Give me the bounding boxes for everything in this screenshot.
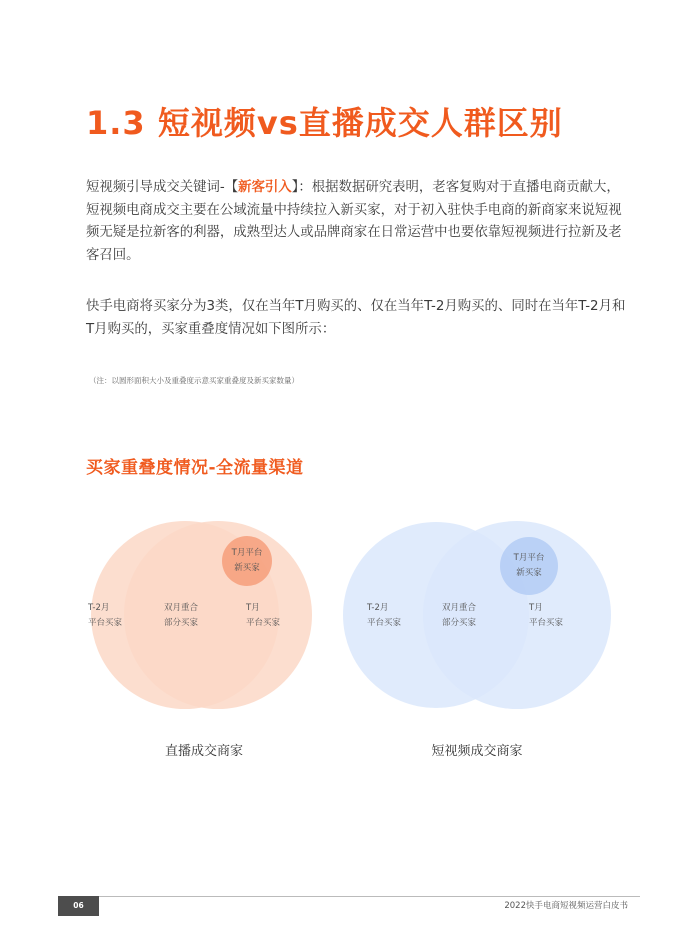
venn-left-circle-t	[124, 521, 312, 709]
venn-right-t-label-2: 平台买家	[529, 618, 564, 628]
venn-right-small-label-2: 新买家	[516, 568, 542, 578]
caption-short-video: 短视频成交商家	[431, 744, 523, 759]
venn-live-streaming	[87, 521, 312, 709]
chart-note: （注：以圆形面积大小及重叠度示意买家重叠度及新买家数量）	[89, 376, 299, 385]
venn-right-small-label-1: T月平台	[513, 553, 545, 563]
intro-body: 】：根据数据研究表明，老客复购对于直播电商贡献大，短视频电商成交主要在公域流量中持续拉入新买家，对于初入驻快手电商的新商家来说短视频无疑是拉新客的利器，成熟型达人或品牌商家在日常运营中也要依靠短视频进行拉新及老客召回。	[86, 180, 622, 263]
page-number: 06	[58, 896, 99, 916]
venn-right-t-label-1: T月	[529, 603, 543, 613]
page-footer	[58, 896, 640, 916]
venn-right-t2-label-1: T-2月	[367, 603, 389, 613]
section-title: 买家重叠度情况-全流量渠道	[86, 458, 304, 478]
venn-left-t2-label-1: T-2月	[88, 603, 110, 613]
keyword-highlight: 新客引入	[238, 180, 292, 195]
venn-left-overlap-label-1: 双月重合	[163, 603, 199, 613]
footer-book-title: 2022快手电商短视频运营白皮书	[504, 901, 628, 911]
venn-short-video	[343, 521, 611, 709]
venn-left-circle-new	[222, 536, 272, 586]
caption-live-streaming: 直播成交商家	[164, 744, 243, 759]
venn-right-circle-new	[500, 537, 558, 595]
buyer-categories-paragraph: 快手电商将买家分为3类，仅在当年T月购买的、仅在当年T-2月购买的、同时在当年T-2月和T月购买的，买家重叠度情况如下图所示：	[86, 299, 626, 337]
venn-left-small-label-2: 新买家	[234, 563, 260, 573]
intro-prefix: 短视频引导成交关键词-【	[86, 180, 239, 195]
venn-right-overlap-label-2: 部分买家	[441, 618, 477, 628]
venn-left-t2-label-2: 平台买家	[88, 618, 123, 628]
venn-left-overlap-label-2: 部分买家	[163, 618, 199, 628]
venn-left-t-label-1: T月	[246, 603, 260, 613]
venn-right-overlap-label-1: 双月重合	[441, 603, 477, 613]
venn-right-t2-label-2: 平台买家	[367, 618, 402, 628]
venn-left-small-label-1: T月平台	[231, 548, 263, 558]
venn-left-t-label-2: 平台买家	[246, 618, 281, 628]
page-title: 1.3 短视频vs直播成交人群区别	[86, 104, 563, 142]
